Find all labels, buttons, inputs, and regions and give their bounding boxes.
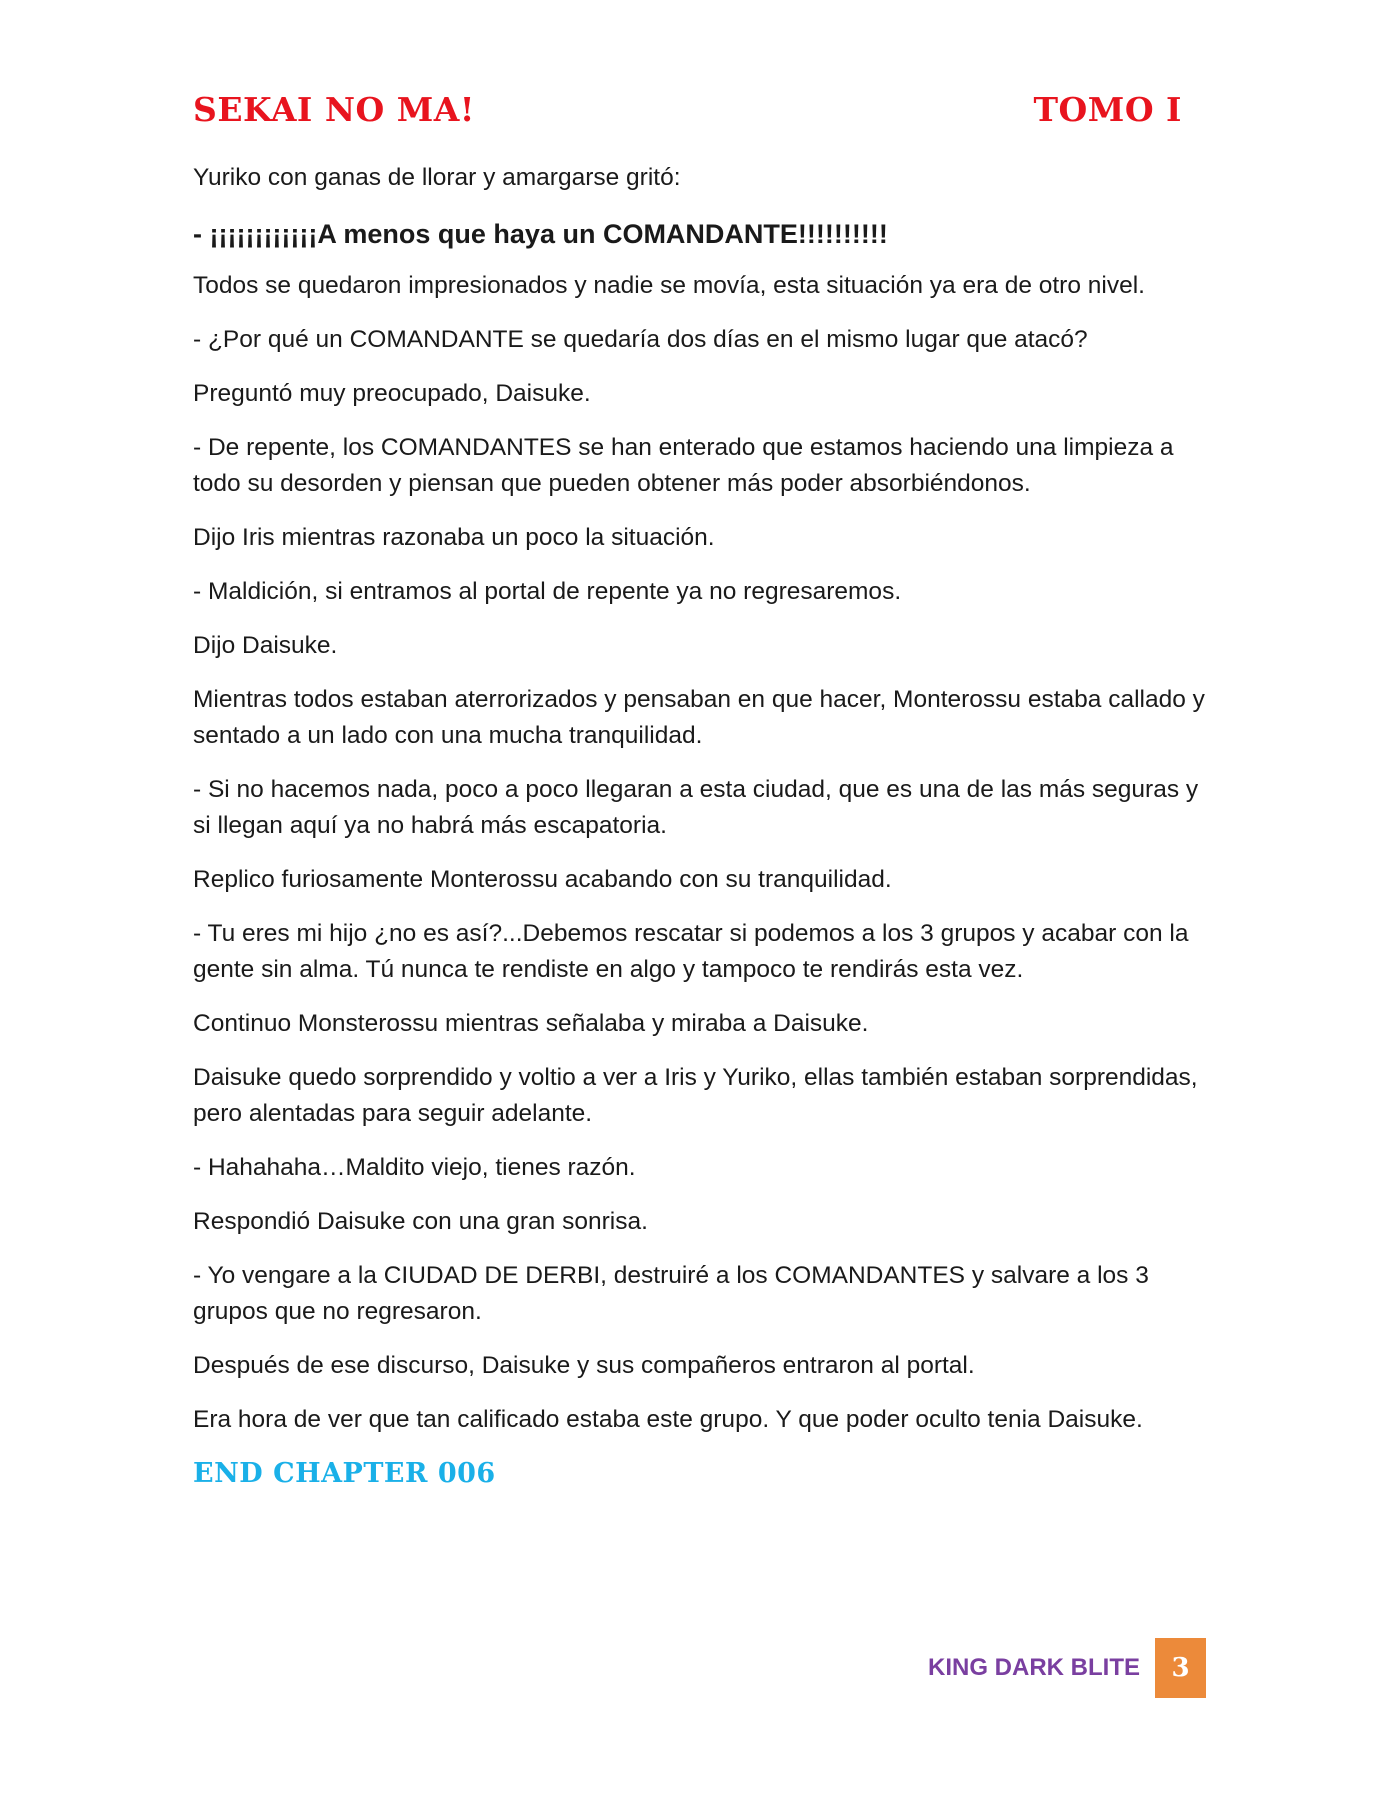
paragraph: Yuriko con ganas de llorar y amargarse gritó: [193,164,681,191]
chapter-body [193,160,1213,1492]
paragraph: Dijo Iris mientras razonaba un poco la situación. [193,524,715,551]
paragraph-shout: - ¡¡¡¡¡¡¡¡¡¡¡¡A menos que haya un COMANDANTE!!!!!!!!!! [193,219,888,249]
author-name: KING DARK BLITE [928,1654,1140,1681]
paragraph: Dijo Daisuke. [193,632,338,659]
page-number-badge: 3 [1155,1638,1206,1698]
paragraph: Era hora de ver que tan calificado estaba este grupo. Y que poder oculto tenia Daisuke. [193,1406,1143,1433]
end-chapter-label: END CHAPTER 006 [193,1458,496,1489]
paragraph: Continuo Monsterossu mientras señalaba y miraba a Daisuke. [193,1010,869,1037]
volume-title: TOMO I [1033,90,1182,129]
paragraph: - Si no hacemos nada, poco a poco llegaran a esta ciudad, que es una de las más seguras y si llegan aquí ya no habrá más escapatoria. [193,776,1199,839]
paragraph: Mientras todos estaban aterrorizados y pensaban en que hacer, Monterossu estaba callado y sentado a un lado con una mucha tranquilidad. [193,686,1205,749]
paragraph: Replico furiosamente Monterossu acabando con su tranquilidad. [193,866,892,893]
paragraph: - Maldición, si entramos al portal de repente ya no regresaremos. [193,578,902,605]
paragraph: - ¿Por qué un COMANDANTE se quedaría dos días en el mismo lugar que atacó? [193,326,1088,353]
paragraph: Preguntó muy preocupado, Daisuke. [193,380,591,407]
paragraph: - Hahahaha…Maldito viejo, tienes razón. [193,1154,636,1181]
page-header [193,88,1193,132]
paragraph: Después de ese discurso, Daisuke y sus compañeros entraron al portal. [193,1352,975,1379]
paragraph: Daisuke quedo sorprendido y voltio a ver a Iris y Yuriko, ellas también estaban sorprendidas, pero alentadas para seguir adelante. [193,1064,1198,1127]
page-footer [930,1638,1206,1698]
paragraph: - De repente, los COMANDANTES se han enterado que estamos haciendo una limpieza a todo su desorden y piensan que pueden obtener más poder absorbiéndonos. [193,434,1174,497]
paragraph: Todos se quedaron impresionados y nadie se movía, esta situación ya era de otro nivel. [193,272,1145,299]
paragraph: - Yo vengare a la CIUDAD DE DERBI, destruiré a los COMANDANTES y salvare a los 3 grupos que no regresaron. [193,1262,1149,1325]
paragraph: - Tu eres mi hijo ¿no es así?...Debemos rescatar si podemos a los 3 grupos y acabar con la gente sin alma. Tú nunca te rendiste en algo y tampoco te rendirás esta vez. [193,920,1189,983]
book-title: SEKAI NO MA! [193,90,475,129]
paragraph: Respondió Daisuke con una gran sonrisa. [193,1208,648,1235]
